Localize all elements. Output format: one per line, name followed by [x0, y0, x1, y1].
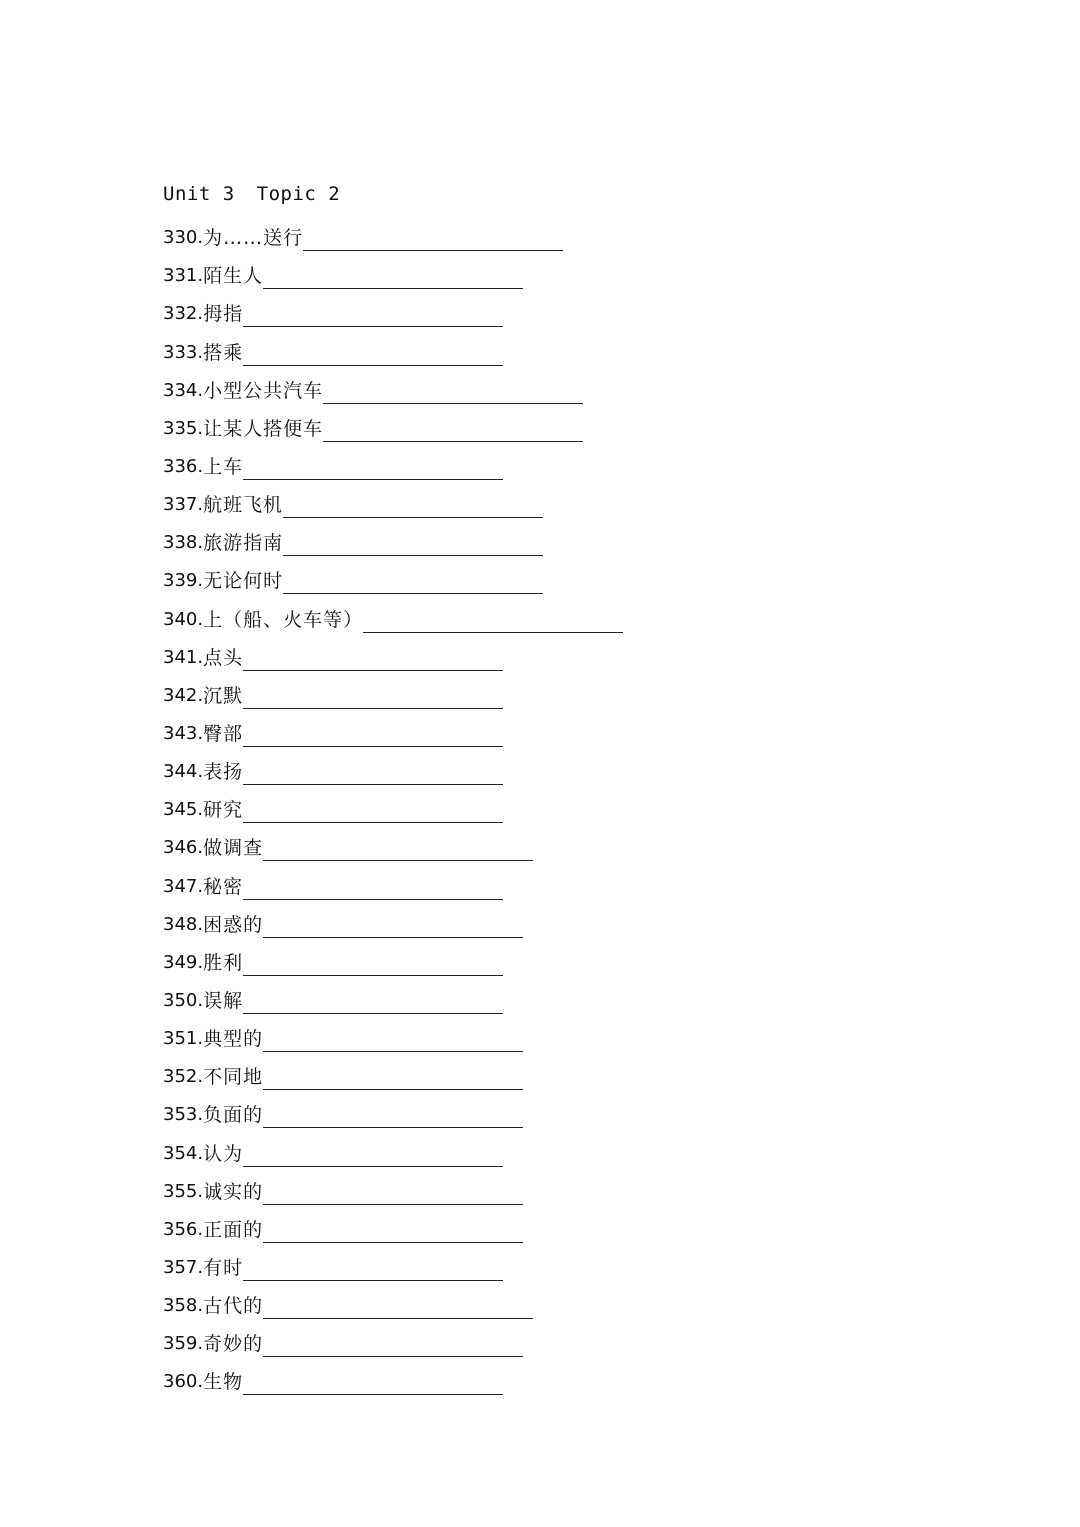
- item-prompt: 为……送行: [203, 227, 304, 250]
- item-number: 336.: [163, 455, 204, 477]
- item-prompt: 无论何时: [203, 570, 284, 593]
- answer-blank[interactable]: [243, 302, 503, 327]
- item-prompt: 认为: [203, 1142, 244, 1165]
- item-prompt: 臀部: [203, 722, 244, 745]
- item-prompt: 正面的: [203, 1218, 264, 1241]
- answer-blank[interactable]: [243, 455, 503, 480]
- vocab-item: [163, 1207, 863, 1245]
- item-number: 360.: [163, 1371, 204, 1393]
- answer-blank[interactable]: [283, 569, 543, 594]
- item-number: 330.: [163, 227, 204, 249]
- vocab-item: [163, 1359, 863, 1397]
- answer-blank[interactable]: [263, 1294, 533, 1319]
- answer-blank[interactable]: [323, 379, 583, 404]
- vocab-item: [163, 635, 863, 673]
- vocab-item: [163, 368, 863, 406]
- item-prompt: 古代的: [203, 1295, 264, 1318]
- item-prompt: 胜利: [203, 951, 244, 974]
- answer-blank[interactable]: [243, 951, 503, 976]
- answer-blank[interactable]: [243, 722, 503, 747]
- answer-blank[interactable]: [243, 875, 503, 900]
- item-prompt: 表扬: [203, 761, 244, 784]
- answer-blank[interactable]: [263, 264, 523, 289]
- item-number: 343.: [163, 722, 204, 744]
- item-number: 347.: [163, 875, 204, 897]
- vocab-item: [163, 1130, 863, 1168]
- answer-blank[interactable]: [283, 531, 543, 556]
- vocab-item: [163, 253, 863, 291]
- answer-blank[interactable]: [243, 646, 503, 671]
- item-prompt: 上车: [203, 455, 244, 478]
- vocab-item: [163, 406, 863, 444]
- item-number: 345.: [163, 799, 204, 821]
- answer-blank[interactable]: [243, 341, 503, 366]
- vocab-item: [163, 1169, 863, 1207]
- item-prompt: 旅游指南: [203, 532, 284, 555]
- item-number: 340.: [163, 608, 204, 630]
- answer-blank[interactable]: [263, 1103, 523, 1128]
- item-number: 355.: [163, 1180, 204, 1202]
- item-prompt: 让某人搭便车: [203, 417, 324, 440]
- vocab-item: [163, 978, 863, 1016]
- answer-blank[interactable]: [263, 1027, 523, 1052]
- item-prompt: 研究: [203, 799, 244, 822]
- item-number: 359.: [163, 1333, 204, 1355]
- item-number: 331.: [163, 265, 204, 287]
- item-prompt: 负面的: [203, 1104, 264, 1127]
- item-number: 339.: [163, 570, 204, 592]
- vocab-item: [163, 215, 863, 253]
- answer-blank[interactable]: [243, 684, 503, 709]
- vocab-item: [163, 482, 863, 520]
- item-number: 356.: [163, 1218, 204, 1240]
- vocab-item: [163, 1283, 863, 1321]
- vocab-item: [163, 596, 863, 634]
- vocab-item: [163, 520, 863, 558]
- answer-blank[interactable]: [263, 836, 533, 861]
- answer-blank[interactable]: [243, 1256, 503, 1281]
- vocab-item: [163, 1054, 863, 1092]
- answer-blank[interactable]: [363, 608, 623, 633]
- item-number: 354.: [163, 1142, 204, 1164]
- vocab-item: [163, 787, 863, 825]
- answer-blank[interactable]: [323, 417, 583, 442]
- item-number: 342.: [163, 684, 204, 706]
- vocab-item: [163, 1321, 863, 1359]
- item-prompt: 搭乘: [203, 341, 244, 364]
- item-prompt: 诚实的: [203, 1180, 264, 1203]
- vocab-item: [163, 863, 863, 901]
- item-prompt: 典型的: [203, 1028, 264, 1051]
- answer-blank[interactable]: [263, 1065, 523, 1090]
- vocab-item: [163, 825, 863, 863]
- answer-blank[interactable]: [243, 760, 503, 785]
- vocab-item: [163, 291, 863, 329]
- item-prompt: 陌生人: [203, 265, 264, 288]
- answer-blank[interactable]: [263, 1180, 523, 1205]
- vocab-item: [163, 558, 863, 596]
- item-prompt: 上（船、火车等）: [203, 608, 364, 631]
- answer-blank[interactable]: [263, 913, 523, 938]
- answer-blank[interactable]: [243, 989, 503, 1014]
- item-number: 332.: [163, 303, 204, 325]
- vocab-item: [163, 673, 863, 711]
- item-number: 353.: [163, 1104, 204, 1126]
- vocab-item: [163, 444, 863, 482]
- unit-label: Unit 3: [163, 183, 235, 205]
- item-prompt: 秘密: [203, 875, 244, 898]
- vocab-item: [163, 1245, 863, 1283]
- item-prompt: 拇指: [203, 303, 244, 326]
- item-prompt: 做调查: [203, 837, 264, 860]
- item-prompt: 困惑的: [203, 913, 264, 936]
- item-number: 337.: [163, 494, 204, 516]
- item-number: 335.: [163, 417, 204, 439]
- answer-blank[interactable]: [283, 493, 543, 518]
- answer-blank[interactable]: [263, 1218, 523, 1243]
- item-number: 350.: [163, 989, 204, 1011]
- item-number: 357.: [163, 1256, 204, 1278]
- vocab-item: [163, 1016, 863, 1054]
- item-number: 352.: [163, 1066, 204, 1088]
- vocab-item: [163, 940, 863, 978]
- item-number: 344.: [163, 761, 204, 783]
- page-heading: [163, 180, 340, 208]
- answer-blank[interactable]: [243, 1142, 503, 1167]
- item-number: 338.: [163, 532, 204, 554]
- answer-blank[interactable]: [243, 798, 503, 823]
- item-number: 341.: [163, 646, 204, 668]
- answer-blank[interactable]: [243, 1370, 503, 1395]
- vocab-item: [163, 329, 863, 367]
- item-prompt: 有时: [203, 1256, 244, 1279]
- vocab-item: [163, 902, 863, 940]
- vocabulary-list: [163, 215, 863, 1397]
- item-prompt: 航班飞机: [203, 494, 284, 517]
- item-number: 333.: [163, 341, 204, 363]
- item-number: 358.: [163, 1295, 204, 1317]
- item-number: 351.: [163, 1028, 204, 1050]
- item-number: 348.: [163, 913, 204, 935]
- item-prompt: 误解: [203, 989, 244, 1012]
- item-number: 334.: [163, 379, 204, 401]
- item-prompt: 生物: [203, 1371, 244, 1394]
- answer-blank[interactable]: [263, 1332, 523, 1357]
- item-prompt: 奇妙的: [203, 1333, 264, 1356]
- item-prompt: 沉默: [203, 684, 244, 707]
- item-prompt: 点头: [203, 646, 244, 669]
- vocab-item: [163, 749, 863, 787]
- item-prompt: 不同地: [203, 1066, 264, 1089]
- topic-label: Topic 2: [256, 183, 341, 205]
- vocab-item: [163, 711, 863, 749]
- item-prompt: 小型公共汽车: [203, 379, 324, 402]
- answer-blank[interactable]: [303, 226, 563, 251]
- item-number: 349.: [163, 951, 204, 973]
- vocab-item: [163, 1092, 863, 1130]
- item-number: 346.: [163, 837, 204, 859]
